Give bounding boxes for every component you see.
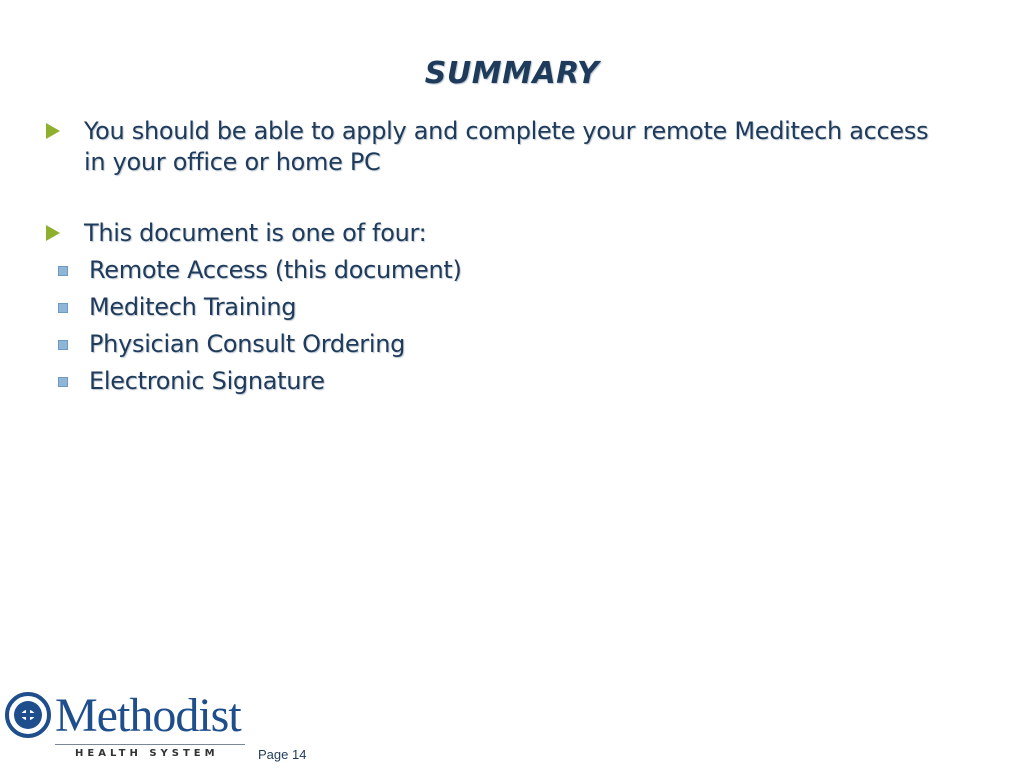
bullet-document-series xyxy=(44,218,1004,249)
list-item-label: Physician Consult Ordering xyxy=(89,330,406,358)
document-list xyxy=(44,255,1004,397)
list-item xyxy=(44,329,1004,360)
slide-title: SUMMARY xyxy=(424,56,600,91)
bullet-text-line-1: You should be able to apply and complete your remote Meditech access xyxy=(84,117,929,145)
page-number: Page 14 xyxy=(258,747,307,762)
list-item-label: Remote Access (this document) xyxy=(89,256,462,284)
square-bullet-icon xyxy=(58,303,68,313)
bullet-text-line-2: in your office or home PC xyxy=(84,148,381,176)
list-item-label: Meditech Training xyxy=(89,293,297,321)
methodist-logo xyxy=(5,688,250,764)
square-bullet-icon xyxy=(58,377,68,387)
list-item xyxy=(44,366,1004,397)
logo-subtitle: HEALTH SYSTEM xyxy=(75,748,219,759)
arrow-right-icon xyxy=(46,123,60,139)
list-item-label: Electronic Signature xyxy=(89,367,325,395)
list-item xyxy=(44,292,1004,323)
methodist-emblem-icon xyxy=(5,692,51,738)
square-bullet-icon xyxy=(58,340,68,350)
logo-divider xyxy=(55,744,245,745)
slide-content xyxy=(44,116,1004,403)
list-item xyxy=(44,255,1004,286)
logo-wordmark: Methodist xyxy=(55,689,241,742)
bullet-remote-access-summary xyxy=(44,116,1004,178)
bullet-text: This document is one of four: xyxy=(84,219,427,247)
arrow-right-icon xyxy=(46,225,60,241)
square-bullet-icon xyxy=(58,266,68,276)
